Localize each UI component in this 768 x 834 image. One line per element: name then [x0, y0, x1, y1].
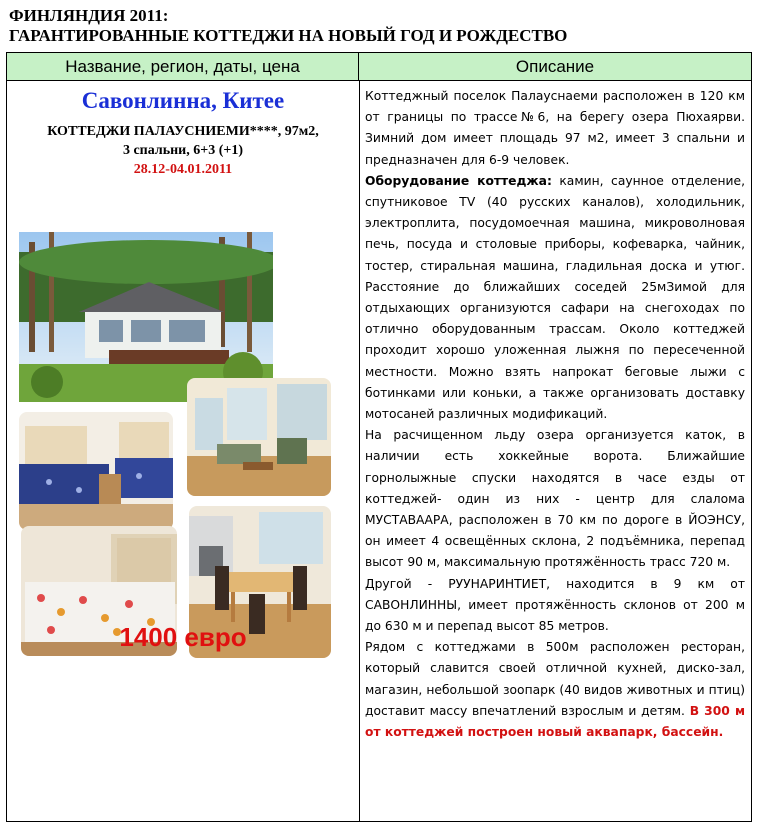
offer-summary-cell — [7, 82, 359, 821]
cottage-exterior-photo — [19, 232, 273, 402]
cottage-info — [7, 122, 359, 160]
header-name-region: Название, регион, даты, цена — [7, 53, 359, 81]
header-description: Описание — [359, 53, 751, 81]
aquapark-note: В 300 м от коттеджей построен новый аквапарк, бассейн. — [365, 703, 746, 740]
cottage-capacity: 3 спальни, 6+3 (+1) — [122, 143, 244, 158]
description-paragraph-2: На расчищенном льду озера организуется каток, в наличии есть хоккейные ворота. Ближайшие горнолыжные спуски находятся в часе езды от коттеджей- один из них - центр для слалома МУСТАВААРА, расположен в 70 км по дороге в ЙОЭНСУ, он имеет 4 освещённых склона, 2 подъёмника, перепад высот 90 м, максимальную протяжённость трасс 720 м. — [365, 428, 745, 570]
document-title — [9, 6, 567, 46]
description-paragraph-3: Другой - РУУНАРИНТИЕТ, находится в 9 км от САВОНЛИННЫ, имеет протяжённость склонов от 200 м до 630 м и перепад высот 85 метров. — [365, 576, 745, 634]
price: 1400 евро — [119, 622, 247, 652]
equipment-text: камин, саунное отделение, спутниковое TV (40 русских каналов), холодильник, электроплита, посудомоечная машина, микроволновая печь, посуда и столовые приборы, кофеварка, чайник, тостер, стиральная машина, гладильная доска и утюг. Расстояние до ближайших соседей 25мЗимой для отдыхающих организуются сафари на снегоходах по отлично оборудованным трассам. Около коттеджей проходит хорошо уложенная лыжня по пересеченной местности. Можно взять напрокат беговые лыжи с ботинками или коньки, а также организовать доставку мотосаней различных модификаций. — [365, 173, 745, 422]
equipment-label: Оборудование коттеджа: — [365, 173, 552, 188]
description-equipment — [365, 171, 745, 425]
bedroom-photo — [19, 412, 173, 530]
description-paragraph-1: Коттеджный поселок Палауснаеми расположен в 120 км от границы по трассе№6, на берегу озера Пюхаярви. Зимний дом имеет площадь 97 м2, имеет 3 спальни и предназначен для 6-9 человек. — [365, 89, 745, 167]
title-line-1: ФИНЛЯНДИЯ 2011: — [9, 6, 169, 25]
description-paragraph-4-text: Рядом с коттеджами в 500м расположен ресторан, который славится своей отличной кухней, диско-зал, магазин, небольшой зоопарк (40 видов животных и птиц) доставит массу впечатлений взрослым и детям. — [365, 640, 745, 718]
city-title: Савонлинна, Китее — [81, 88, 285, 113]
offer-table — [6, 52, 752, 822]
column-divider — [359, 81, 360, 821]
offer-dates: 28.12-04.01.2011 — [133, 162, 233, 177]
living-room-photo — [187, 378, 331, 496]
description-paragraph-4 — [365, 637, 745, 743]
title-line-2: ГАРАНТИРОВАННЫЕ КОТТЕДЖИ НА НОВЫЙ ГОД И РОЖДЕСТВО — [9, 26, 568, 45]
description-cell — [365, 86, 745, 743]
cottage-name: КОТТЕДЖИ ПАЛАУСНИЕМИ****, 97м2, — [47, 124, 319, 139]
